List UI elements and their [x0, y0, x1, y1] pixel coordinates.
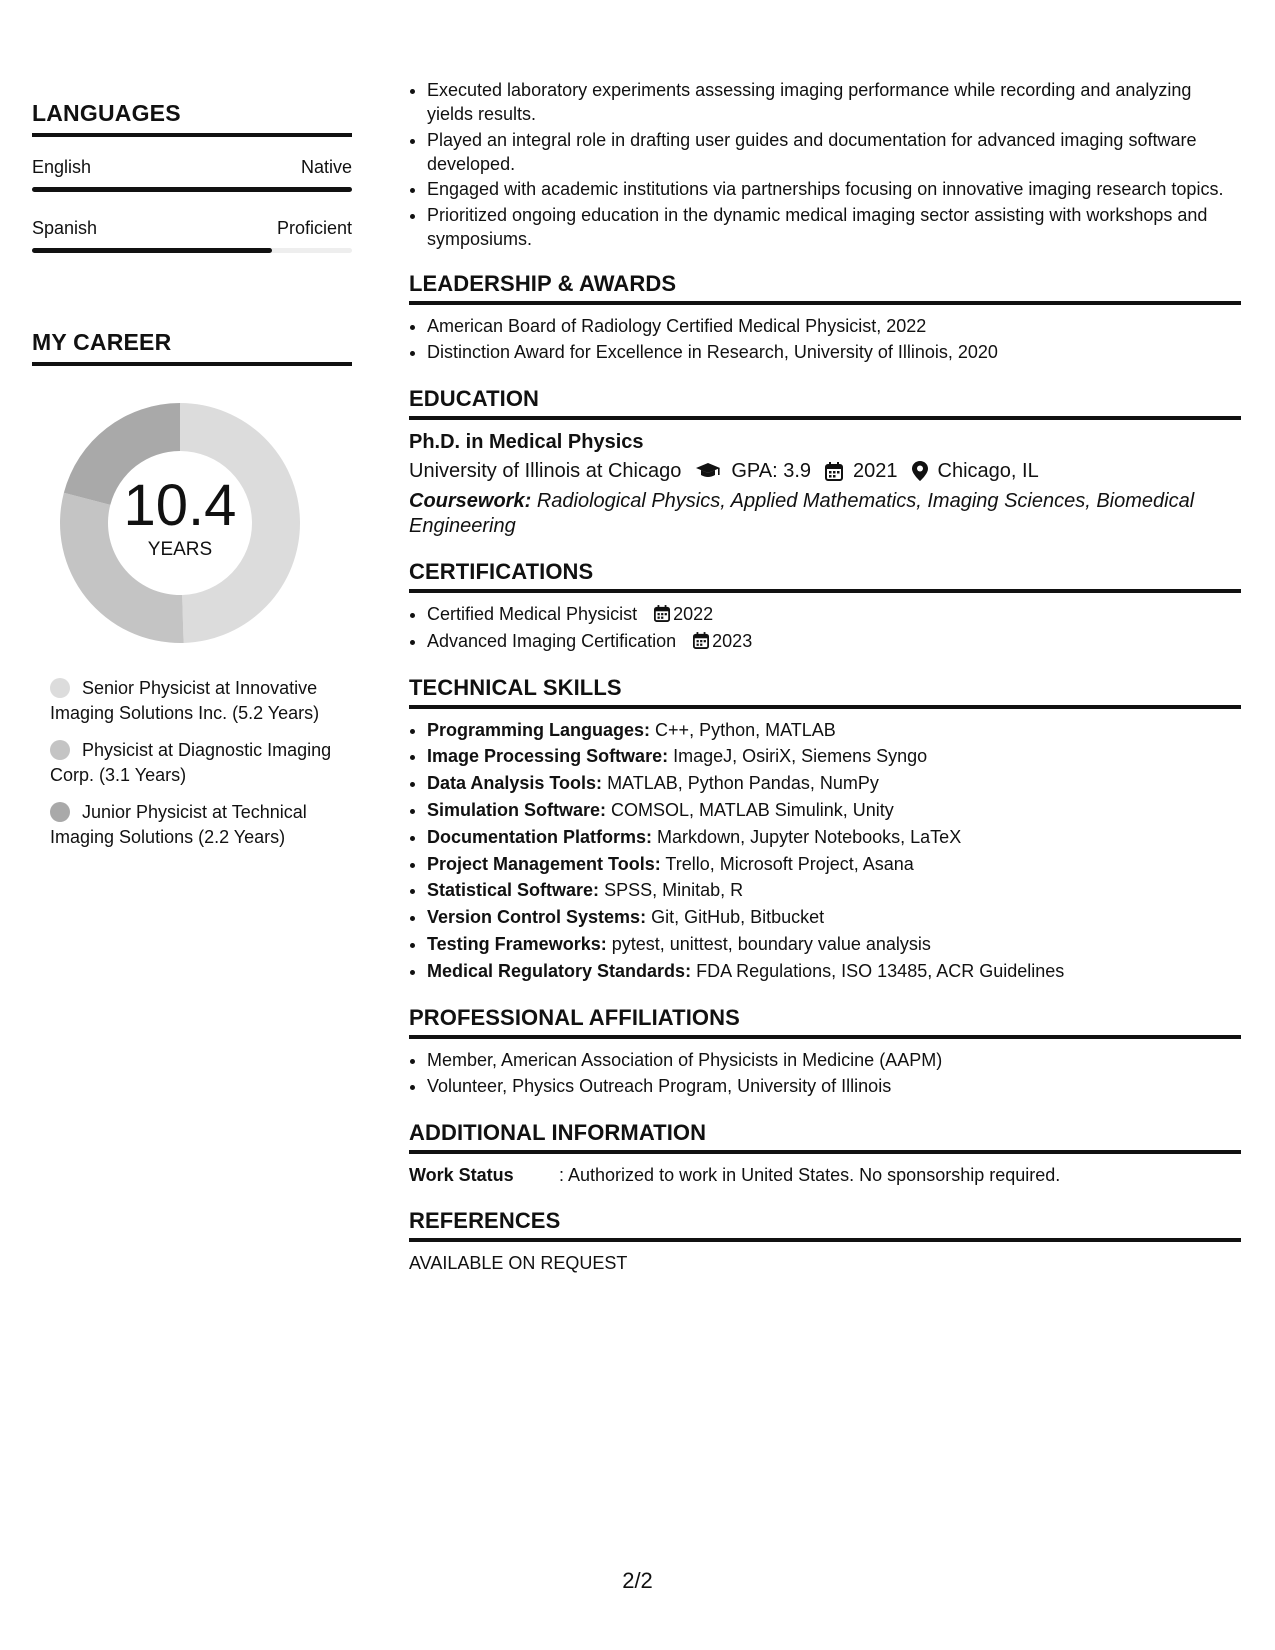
award-item: • Distinction Award for Excellence in Research, University of Illinois, 2020 [427, 339, 1241, 366]
language-bar [32, 248, 352, 253]
experience-bullet: • Executed laboratory experiments assessing imaging performance while recording and analyzing yields results. [427, 78, 1241, 126]
language-item [32, 218, 352, 253]
language-bar [32, 187, 352, 192]
skill-item [427, 717, 1241, 744]
skill-item [427, 851, 1241, 878]
experience-bullet: • Played an integral role in drafting user guides and documentation for advanced imaging software developed. [427, 128, 1241, 176]
skill-label: Testing Frameworks: [427, 934, 607, 955]
skill-label: Statistical Software: [427, 880, 600, 901]
education-coursework [409, 489, 1241, 539]
additional-heading: ADDITIONAL INFORMATION [409, 1120, 1241, 1154]
experience-bullet: • Prioritized ongoing education in the dynamic medical imaging sector assisting with workshops and symposiums. [427, 203, 1241, 251]
legend-dot [50, 740, 70, 760]
education-school: University of Illinois at Chicago [409, 460, 682, 483]
affiliations-list [409, 1047, 1241, 1101]
certification-item [427, 601, 1241, 628]
work-status-row [409, 1162, 1241, 1188]
skill-value: SPSS, Minitab, R [604, 880, 744, 901]
experience-bullets [409, 78, 1241, 251]
skill-label: Image Processing Software: [427, 746, 669, 767]
certification-name: Advanced Imaging Certification [427, 630, 677, 651]
language-name: English [32, 157, 92, 177]
skill-value: C++, Python, MATLAB [655, 719, 836, 740]
education-location: Chicago, IL [937, 460, 1039, 483]
calendar-icon [825, 462, 843, 481]
career-total-value: 10.4 [123, 473, 237, 538]
certifications-list [409, 601, 1241, 655]
certification-item [427, 628, 1241, 655]
certifications-heading: CERTIFICATIONS [409, 559, 1241, 593]
skill-value: Git, GitHub, Bitbucket [651, 907, 825, 928]
leadership-list [409, 313, 1241, 367]
career-heading: MY CAREER [32, 329, 352, 366]
coursework-label: Coursework: [409, 490, 532, 513]
career-total-unit: YEARS [147, 539, 213, 560]
legend-label: Physicist at Diagnostic Imaging Corp. (3.1 Years) [50, 740, 332, 785]
language-name: Spanish [32, 218, 98, 238]
skill-item [427, 904, 1241, 931]
legend-label: Senior Physicist at Innovative Imaging Solutions Inc. (5.2 Years) [50, 678, 320, 723]
map-pin-icon [912, 461, 928, 481]
leadership-heading: LEADERSHIP & AWARDS [409, 271, 1241, 305]
education-details [409, 456, 1241, 486]
education-gpa: GPA: 3.9 [731, 460, 812, 483]
calendar-icon [693, 632, 709, 649]
graduation-cap-icon [695, 462, 721, 480]
skill-label: Version Control Systems: [427, 907, 647, 928]
skill-item [427, 824, 1241, 851]
skill-item [427, 877, 1241, 904]
languages-heading: LANGUAGES [32, 100, 352, 137]
skill-value: FDA Regulations, ISO 13485, ACR Guidelines [696, 960, 1065, 981]
skill-value: pytest, unittest, boundary value analysis [611, 934, 931, 955]
legend-item [50, 676, 340, 726]
skill-value: Markdown, Jupyter Notebooks, LaTeX [657, 826, 962, 847]
skill-item [427, 958, 1241, 985]
skill-label: Simulation Software: [427, 800, 607, 821]
legend-dot [50, 802, 70, 822]
legend-dot [50, 678, 70, 698]
skill-item [427, 743, 1241, 770]
legend-item [50, 800, 340, 850]
certification-year: 2023 [712, 630, 753, 651]
award-item: • American Board of Radiology Certified Medical Physicist, 2022 [427, 313, 1241, 340]
affiliation-item: • Member, American Association of Physicists in Medicine (AAPM) [427, 1047, 1241, 1074]
skill-item [427, 770, 1241, 797]
skill-value: COMSOL, MATLAB Simulink, Unity [611, 800, 894, 821]
page-number: 2/2 [622, 1568, 653, 1593]
language-level: Native [300, 157, 352, 177]
career-donut-chart [55, 398, 305, 648]
affiliations-heading: PROFESSIONAL AFFILIATIONS [409, 1005, 1241, 1039]
legend-label: Junior Physicist at Technical Imaging Solutions (2.2 Years) [50, 802, 307, 847]
skill-item [427, 797, 1241, 824]
references-text: AVAILABLE ON REQUEST [409, 1253, 628, 1274]
main-content [409, 78, 1241, 1276]
skill-label: Project Management Tools: [427, 853, 661, 874]
skill-label: Medical Regulatory Standards: [427, 960, 692, 981]
language-bar-fill [32, 248, 272, 253]
work-status-label: Work Status [409, 1165, 514, 1186]
references-heading: REFERENCES [409, 1208, 1241, 1242]
education-heading: EDUCATION [409, 386, 1241, 420]
skill-label: Programming Languages: [427, 719, 651, 740]
work-status-value: : Authorized to work in United States. No sponsorship required. [559, 1165, 1061, 1186]
sidebar [32, 100, 352, 862]
experience-bullet: • Engaged with academic institutions via partnerships focusing on innovative imaging research topics. [427, 177, 1241, 201]
skill-label: Documentation Platforms: [427, 826, 653, 847]
calendar-icon [654, 605, 670, 622]
language-item [32, 157, 352, 192]
education-year: 2021 [853, 460, 898, 483]
career-legend [50, 676, 340, 850]
affiliation-item: • Volunteer, Physics Outreach Program, University of Illinois [427, 1073, 1241, 1100]
legend-item [50, 738, 340, 788]
skills-heading: TECHNICAL SKILLS [409, 675, 1241, 709]
skill-value: ImageJ, OsiriX, Siemens Syngo [673, 746, 928, 767]
language-bar-fill [32, 187, 352, 192]
skill-item [427, 931, 1241, 958]
certification-name: Certified Medical Physicist [427, 604, 638, 625]
education-degree: Ph.D. in Medical Physics [409, 431, 644, 454]
skill-value: Trello, Microsoft Project, Asana [665, 853, 914, 874]
skill-label: Data Analysis Tools: [427, 773, 603, 794]
skill-value: MATLAB, Python Pandas, NumPy [607, 773, 879, 794]
language-level: Proficient [276, 218, 352, 238]
certification-year: 2022 [673, 604, 714, 625]
coursework-text: Radiological Physics, Applied Mathematics, Imaging Sciences, Biomedical Engineering [409, 490, 1195, 538]
skills-list [409, 717, 1241, 985]
